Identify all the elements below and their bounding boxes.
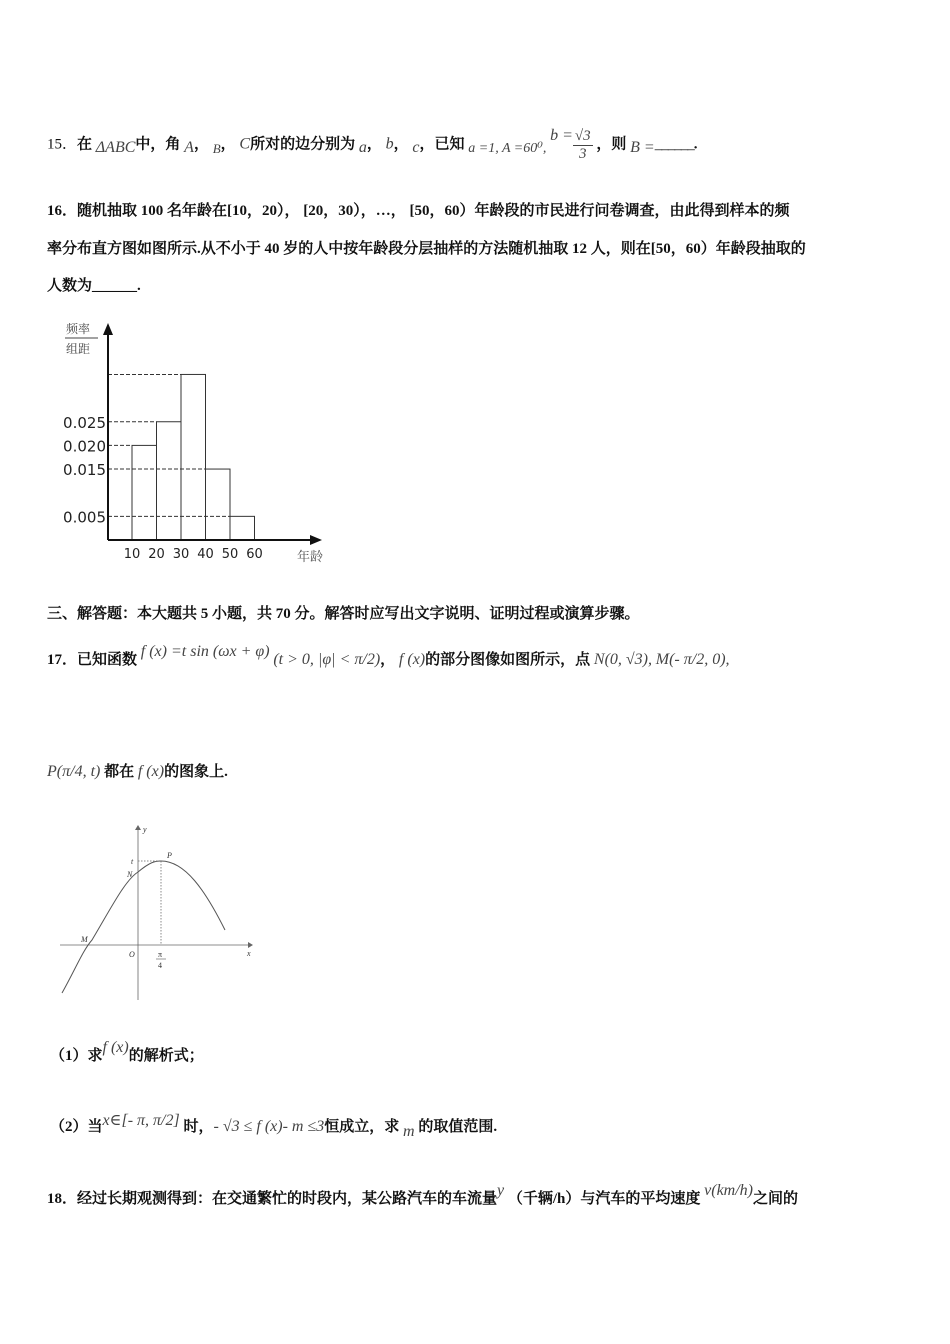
x-tick-label: 60 — [246, 547, 263, 562]
b-denominator: 3 — [578, 145, 587, 162]
question-15: 15．在 ΔABC中，角 A， B， C所对的边分别为 a， b， c，已知 a =1, A =60⁰, b = $\frac{√3}{3}$ ，则 B =______. — [47, 127, 698, 162]
q15-text: 在 — [77, 136, 93, 153]
y-tick-label: 0.005 — [63, 508, 106, 527]
x-tick-label: 30 — [172, 547, 190, 562]
q16-line2: 率分布直方图如图所示.从不小于 40 岁的人中按年龄段分层抽样的方法随机抽取 12 人，则在[50，60）年龄段抽取的 — [47, 241, 806, 257]
q17-part2 — [50, 1112, 498, 1140]
label-m: M — [81, 935, 88, 944]
function-condition: (t > 0, |φ| < π/2) — [273, 651, 381, 668]
histogram-bar — [206, 469, 231, 540]
q17-text: 的图象上. — [164, 764, 228, 780]
question-17 — [47, 643, 730, 669]
q17-text: 17．已知函数 — [47, 652, 138, 668]
x-tick-label: 10 — [123, 547, 141, 562]
fx: f (x) — [102, 1039, 129, 1056]
part-text: 的解析式； — [128, 1048, 204, 1064]
given-values: a =1, A =60⁰, — [468, 141, 547, 157]
angle-c: C — [239, 135, 251, 153]
x-tick-label: 20 — [148, 547, 165, 562]
q17-text: 都在 — [104, 764, 135, 780]
side-b: b — [385, 135, 394, 153]
histogram-bar — [230, 516, 255, 540]
point-m: M(- π/2, 0), — [655, 651, 730, 668]
part-text: 时， — [183, 1119, 214, 1135]
label-n: N — [127, 870, 133, 879]
histogram-bar — [157, 422, 182, 540]
label-4: 4 — [158, 961, 162, 970]
x-arrow-icon — [310, 535, 322, 545]
label-pi: π — [158, 950, 163, 959]
x-axis-label: 年龄 — [297, 549, 324, 564]
label-origin: O — [129, 950, 135, 959]
angle-b: B — [212, 141, 221, 157]
b-ask: B = — [630, 139, 655, 157]
fx: f (x) — [137, 763, 165, 780]
answer-blank: ______ — [654, 136, 694, 153]
point-p: P(π/4, t) — [47, 763, 101, 780]
var-v: v(km/h) — [704, 1182, 753, 1199]
x-arrow-icon — [248, 942, 253, 948]
y-arrow-icon — [103, 323, 113, 335]
sine-curve — [62, 861, 225, 993]
q15-text: ，已知 — [419, 136, 465, 153]
y-label-denominator: 组距 — [66, 342, 91, 356]
label-t: t — [131, 857, 134, 866]
x-tick-label: 40 — [197, 547, 214, 562]
part-label: （1）求 — [50, 1048, 103, 1064]
var-m: m — [403, 1123, 415, 1140]
y-tick-label: 0.020 — [63, 437, 106, 456]
label-p: P — [167, 851, 172, 860]
q15-text: ，则 — [596, 136, 627, 153]
b-fraction — [573, 128, 593, 162]
part-text: 的取值范围. — [418, 1119, 498, 1135]
b-numerator: √3 — [574, 128, 591, 144]
y-tick-label: 0.015 — [63, 461, 106, 480]
q17-text: 的部分图像如图所示，点 — [425, 652, 591, 668]
y-tick-label: 0.025 — [63, 413, 106, 432]
b-equals: b = — [550, 127, 573, 145]
q17-part1 — [50, 1039, 204, 1065]
function-def: f (x) =t sin (ωx + φ) — [140, 643, 270, 660]
q18-text: （千辆/h）与汽车的平均速度 — [507, 1191, 701, 1207]
x-range: x∈[- π, π/2] — [102, 1112, 180, 1129]
label-y: y — [143, 825, 147, 834]
period: . — [693, 136, 698, 153]
y-arrow-icon — [135, 825, 141, 830]
section-3-heading: 三、解答题：本大题共 5 小题，共 70 分。解答时应写出文字说明、证明过程或演算步骤。 — [47, 606, 640, 622]
histogram-bar — [181, 374, 206, 540]
part-text: 恒成立，求 — [324, 1119, 400, 1135]
q16-line1: 16．随机抽取 100 名年龄在[10，20）， [20，30），…， [50，60）年龄段的市民进行问卷调查，由此得到样本的频 — [47, 203, 790, 219]
y-label-numerator: 频率 — [66, 322, 91, 336]
side-c: c — [412, 139, 420, 157]
q18-text: 18．经过长期观测得到：在交通繁忙的时段内，某公路汽车的车流量 — [47, 1191, 498, 1207]
q15-text: 所对的边分别为 — [250, 136, 356, 153]
frequency-histogram — [50, 315, 350, 570]
part-label: （2）当 — [50, 1119, 103, 1135]
function-graph — [55, 820, 260, 1005]
comma: ， — [380, 652, 396, 668]
x-tick-label: 50 — [221, 547, 239, 562]
label-x: x — [247, 949, 251, 958]
question-17-cont — [47, 760, 228, 781]
q15-text: 中，角 — [135, 136, 181, 153]
angle-a: A — [184, 139, 194, 157]
histogram-bar — [132, 445, 157, 540]
fx: f (x) — [398, 651, 426, 668]
q18-text: 之间的 — [753, 1191, 799, 1207]
var-y: y — [497, 1182, 505, 1199]
q15-number: 15． — [47, 136, 78, 153]
inequality: - √3 ≤ f (x)- m ≤3 — [213, 1118, 325, 1135]
side-a: a — [358, 139, 367, 157]
triangle-abc: ΔABC — [95, 139, 136, 157]
point-n: N(0, √3), — [593, 651, 652, 668]
question-18 — [47, 1182, 799, 1208]
q16-line3: 人数为______. — [47, 278, 141, 294]
